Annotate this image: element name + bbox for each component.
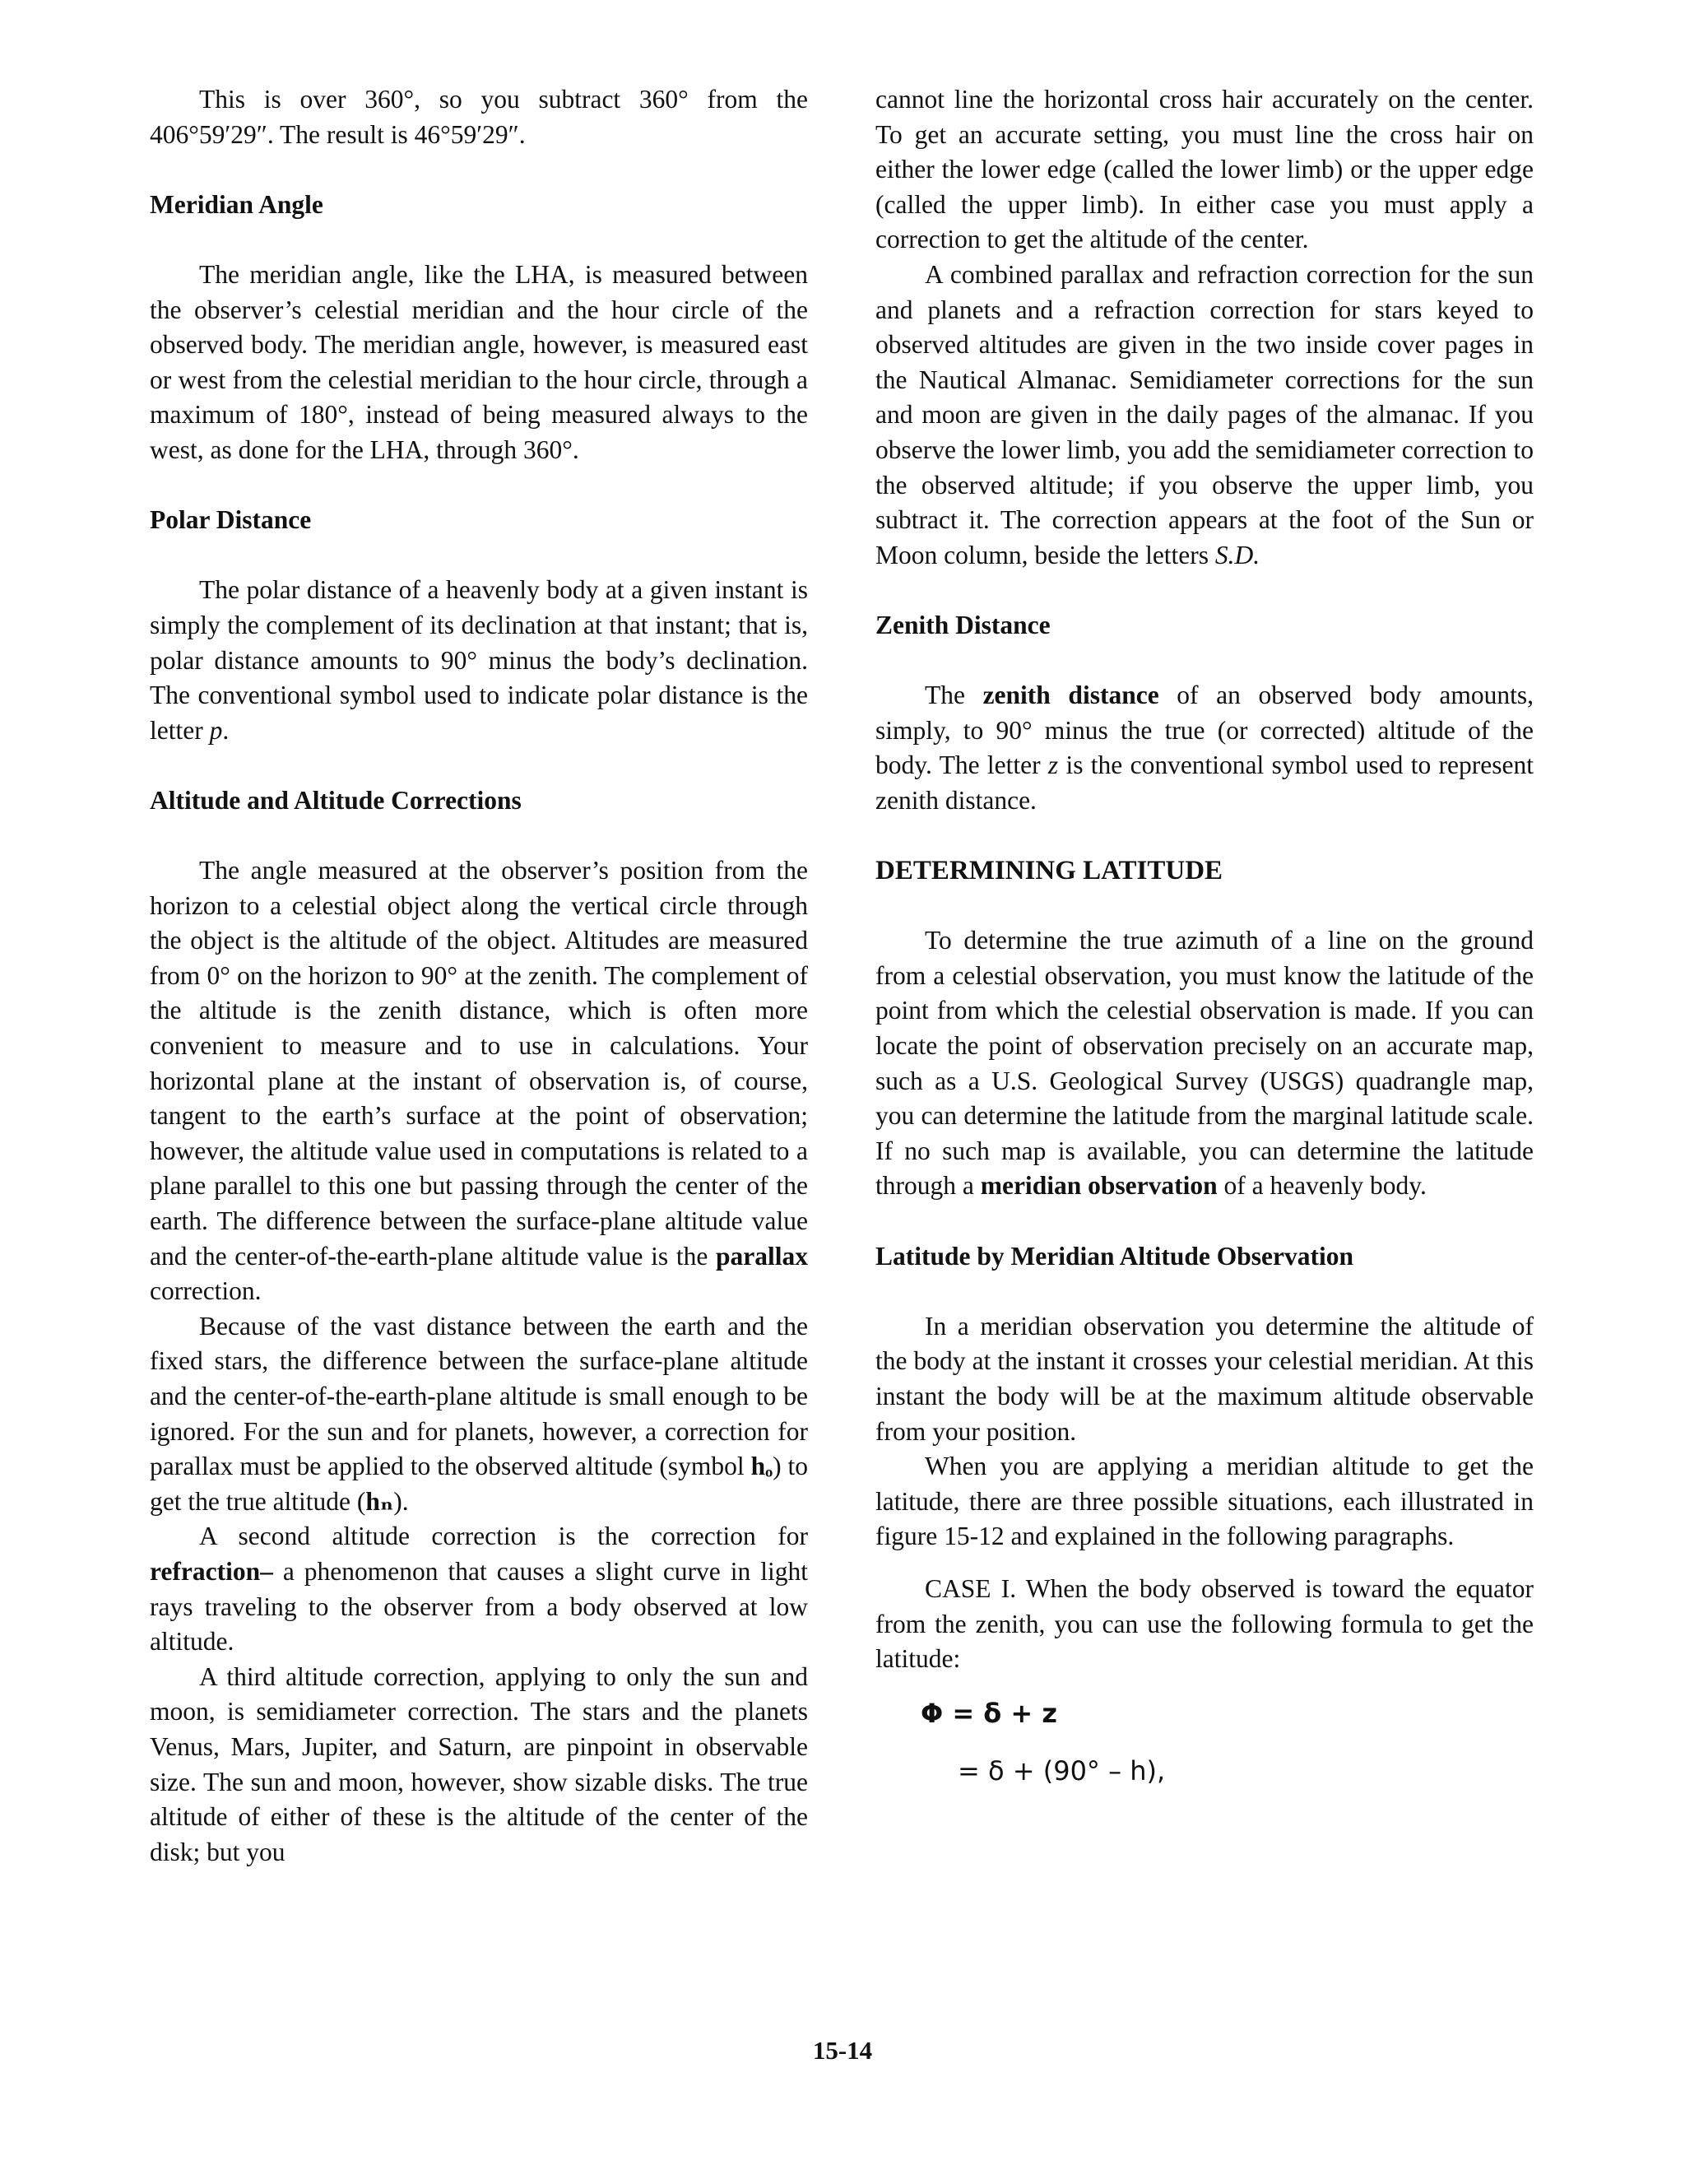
symbol-observed-altitude: hₒ (750, 1452, 773, 1481)
altitude-text: The angle measured at the observer’s position from the horizon to a celestial object along the vertical circle through the object is the altitude of the object. Altitudes are measured from 0° on the horizon to 90° at the zenith. The complement of the altitude is the zenith distance, which is often more convenient to measure and to use in calculations. Your horizontal plane at the instant of observation is, of course, tangent to the earth’s surface at the point of observation; however, the altitude value used in computations is related to a plane parallel to this one but passing through the center of the earth. The difference between the surface-plane altitude value and the center-of-the-earth-plane altitude value is the (150, 856, 808, 1271)
parallax-end: ). (393, 1486, 409, 1516)
zenith-text-a: The (925, 681, 983, 710)
paragraph-meridian-angle: The meridian angle, like the LHA, is measured between the observer’s celestial meridian and the hour circle of the observed body. The meridian angle, however, is measured east or west from the celestial meridian to the hour circle, through a maximum of 180°, instead of being measured always to the west, as done for the LHA, through 360°. (150, 259, 808, 464)
term-refraction: refraction– (150, 1556, 273, 1586)
zenith-end: is the conventional symbol used to represent zenith distance. (875, 750, 1534, 815)
parallax-text: Because of the vast distance between the earth and the fixed stars, the difference between the surface-plane altitude and the center-of-the-earth-plane altitude is small enough to be ignored. For the sun and for planets, however, a correction for parallax must be applied to the observed altitude (symbol (150, 1311, 808, 1481)
refraction-text: A second altitude correction is the correction for (199, 1522, 808, 1551)
paragraph-combined-correction (875, 258, 1534, 573)
polar-text: The polar distance of a heavenly body at a given instant is simply the complement of its declination at that instant; that is, polar distance amounts to 90° minus the body’s declination. The conventional symbol used to indicate polar distance is the letter (150, 575, 808, 745)
latitude-formula (875, 1694, 1534, 1787)
heading-zenith-distance: Zenith Distance (875, 610, 1051, 639)
paragraph-semidiameter: A third altitude correction, applying to only the sun and moon, is semidiameter correction. The stars and the planets Venus, Mars, Jupiter, and Saturn, are pinpoint in observable size. The sun and moon, however, show sizable disks. The true altitude of either of these is the altitude of the center of the disk; but you (150, 1661, 808, 1866)
polar-end: . (222, 715, 230, 745)
zenith-text-b: of an observed body amounts, simply, to 90° minus the true (or corrected) altitude of the body. The letter (875, 681, 1534, 780)
paragraph-360-subtract: This is over 360°, so you subtract 360° from the 406°59′29″. The result is 46°59′29″. (150, 85, 808, 149)
paragraph-cross-hair: cannot line the horizontal cross hair accurately on the center. To get an accurate setting, you must line the cross hair on either the lower edge (called the lower limb) or the upper edge (called the upper limb). In either case you must apply a correction to get the altitude of the center. (875, 85, 1534, 254)
right-column (875, 82, 1534, 1787)
refraction-end: a phenomenon that causes a slight curve in light rays traveling to the observer from a body observed at low altitude. (150, 1556, 808, 1657)
polar-symbol: p (209, 715, 223, 745)
heading-meridian-angle: Meridian Angle (150, 189, 323, 219)
formula-line-2: = δ + (90° – h), (958, 1754, 1166, 1787)
paragraph-meridian-observation: In a meridian observation you determine the altitude of the body at the instant it crosses your celestial meridian. At this instant the body will be at the maximum altitude observable from your position. (875, 1311, 1534, 1446)
paragraph-parallax-stars (150, 1309, 808, 1520)
heading-determining-latitude: DETERMINING LATITUDE (875, 856, 1223, 886)
paragraph-refraction (150, 1519, 808, 1659)
symbol-true-altitude: hₙ (365, 1486, 394, 1516)
left-column (150, 82, 808, 1870)
paragraph-three-situations: When you are applying a meridian altitude to get the latitude, there are three possible situations, each illustrated in figure 15-12 and explained in the following paragraphs. (875, 1452, 1534, 1551)
paragraph-determining-latitude (875, 923, 1534, 1204)
heading-altitude-corrections: Altitude and Altitude Corrections (150, 785, 522, 815)
paragraph-altitude-definition (150, 853, 808, 1309)
paragraph-zenith-distance (875, 678, 1534, 818)
paragraph-case-one: CASE I. When the body observed is toward the equator from the zenith, you can use the following formula to get the latitude: (875, 1573, 1534, 1674)
parallax-mid: ) to get the true altitude ( (150, 1452, 809, 1516)
symbol-sd: S.D. (1214, 540, 1260, 569)
heading-latitude-meridian: Latitude by Meridian Altitude Observation (875, 1241, 1354, 1271)
formula-line-1: Φ = δ + z (921, 1697, 1057, 1729)
term-parallax: parallax (715, 1241, 808, 1271)
term-meridian-observation: meridian observation (980, 1171, 1218, 1201)
altitude-end: correction. (150, 1276, 262, 1306)
term-zenith-distance: zenith distance (982, 681, 1159, 710)
page-number: 15-14 (812, 2036, 873, 2065)
heading-polar-distance: Polar Distance (150, 505, 312, 535)
combined-text: A combined parallax and refraction correction for the sun and planets and a refraction correction for stars keyed to observed altitudes are given in the two inside cover pages in the Nautical Almanac. Semidiameter corrections for the sun and moon are given in the daily pages of the almanac. If you observe the lower limb, you add the semidiameter correction to the observed altitude; if you observe the upper limb, you subtract it. The correction appears at the foot of the Sun or Moon column, beside the letters (875, 259, 1534, 569)
symbol-z: z (1047, 750, 1059, 780)
determining-text: To determine the true azimuth of a line on the ground from a celestial observation, you must know the latitude of the point from which the celestial observation is made. If you can locate the point of observation precisely on an accurate map, such as a U.S. Geological Survey (USGS) quadrangle map, you can determine the latitude from the marginal latitude scale. If no such map is available, you can determine the latitude through a (875, 926, 1534, 1201)
determining-end: of a heavenly body. (1217, 1171, 1427, 1201)
paragraph-polar-distance (150, 573, 808, 748)
